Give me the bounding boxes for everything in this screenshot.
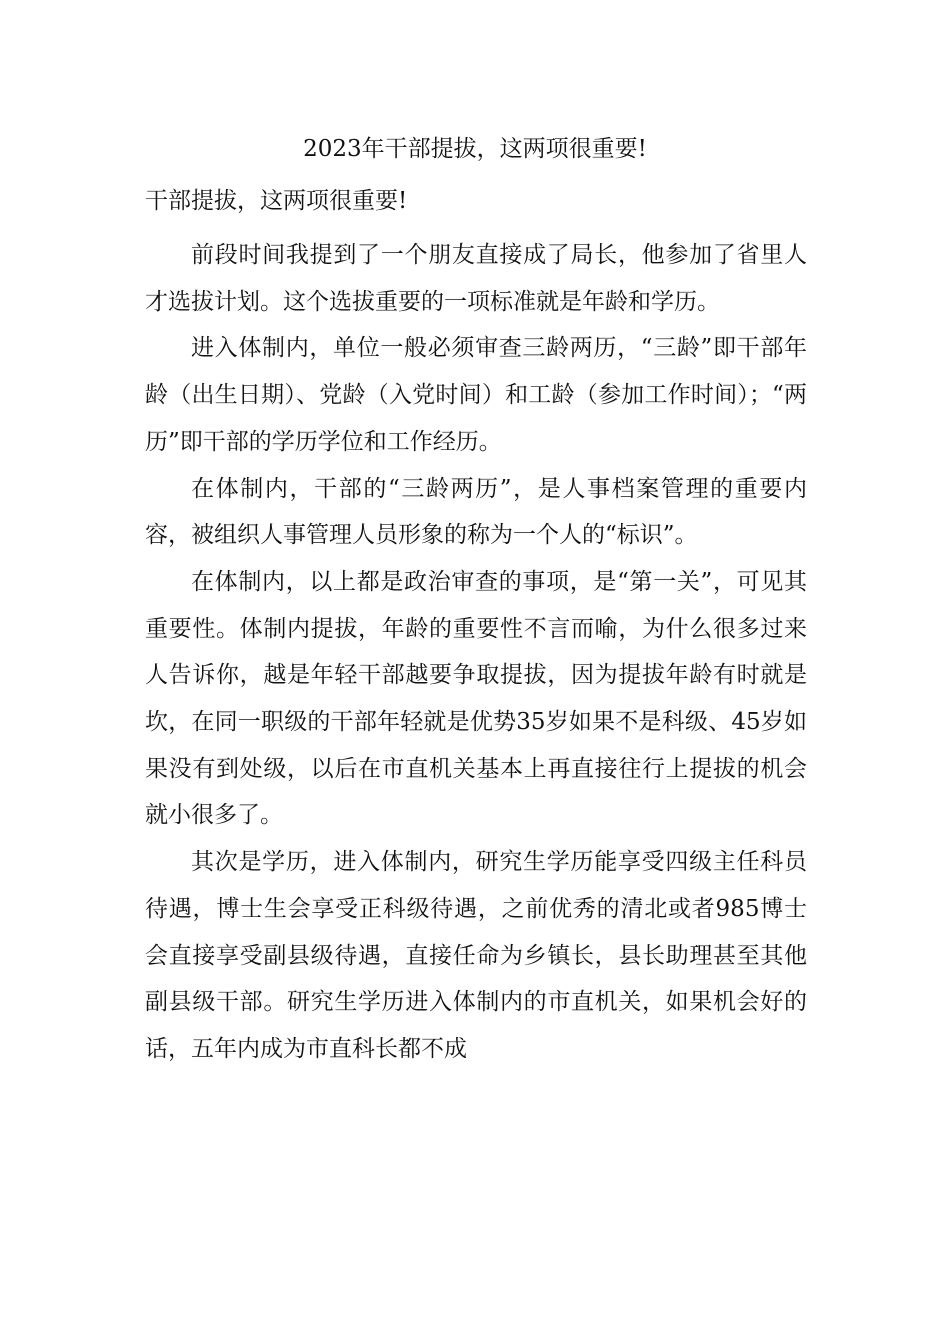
paragraph: 在体制内，以上都是政治审查的事项，是“第一关”，可见其重要性。体制内提拔，年龄的重要性不言而喻，为什么很多过来人告诉你，越是年轻干部越要争取提拔，因为提拔年龄有时就是坎，在同一职级的干部年轻就是优势35岁如果不是科级、45岁如果没有到处级，以后在市直机关基本上再直接往行上提拔的机会就小很多了。	[145, 568, 807, 829]
document-body	[145, 232, 807, 1073]
paragraph: 在体制内，干部的“三龄两历”，是人事档案管理的重要内容，被组织人事管理人员形象的称为一个人的“标识”。	[145, 475, 807, 549]
paragraph: 其次是学历，进入体制内，研究生学历能享受四级主任科员待遇，博士生会享受正科级待遇，之前优秀的清北或者985博士会直接享受副县级待遇，直接任命为乡镇长，县长助理甚至其他副县级干部。研究生学历进入体制内的市直机关，如果机会好的话，五年内成为市直科长都不成	[145, 849, 807, 1062]
document-title: 2023年干部提拔，这两项很重要!	[303, 136, 647, 162]
document-subtitle: 干部提拔，这两项很重要!	[145, 188, 408, 214]
paragraph: 前段时间我提到了一个朋友直接成了局长，他参加了省里人才选拔计划。这个选拔重要的一项标准就是年龄和学历。	[145, 242, 807, 315]
paragraph: 进入体制内，单位一般必须审查三龄两历，“三龄”即干部年龄（出生日期）、党龄（入党时间）和工龄（参加工作时间）；“两历”即干部的学历学位和工作经历。	[145, 335, 807, 455]
